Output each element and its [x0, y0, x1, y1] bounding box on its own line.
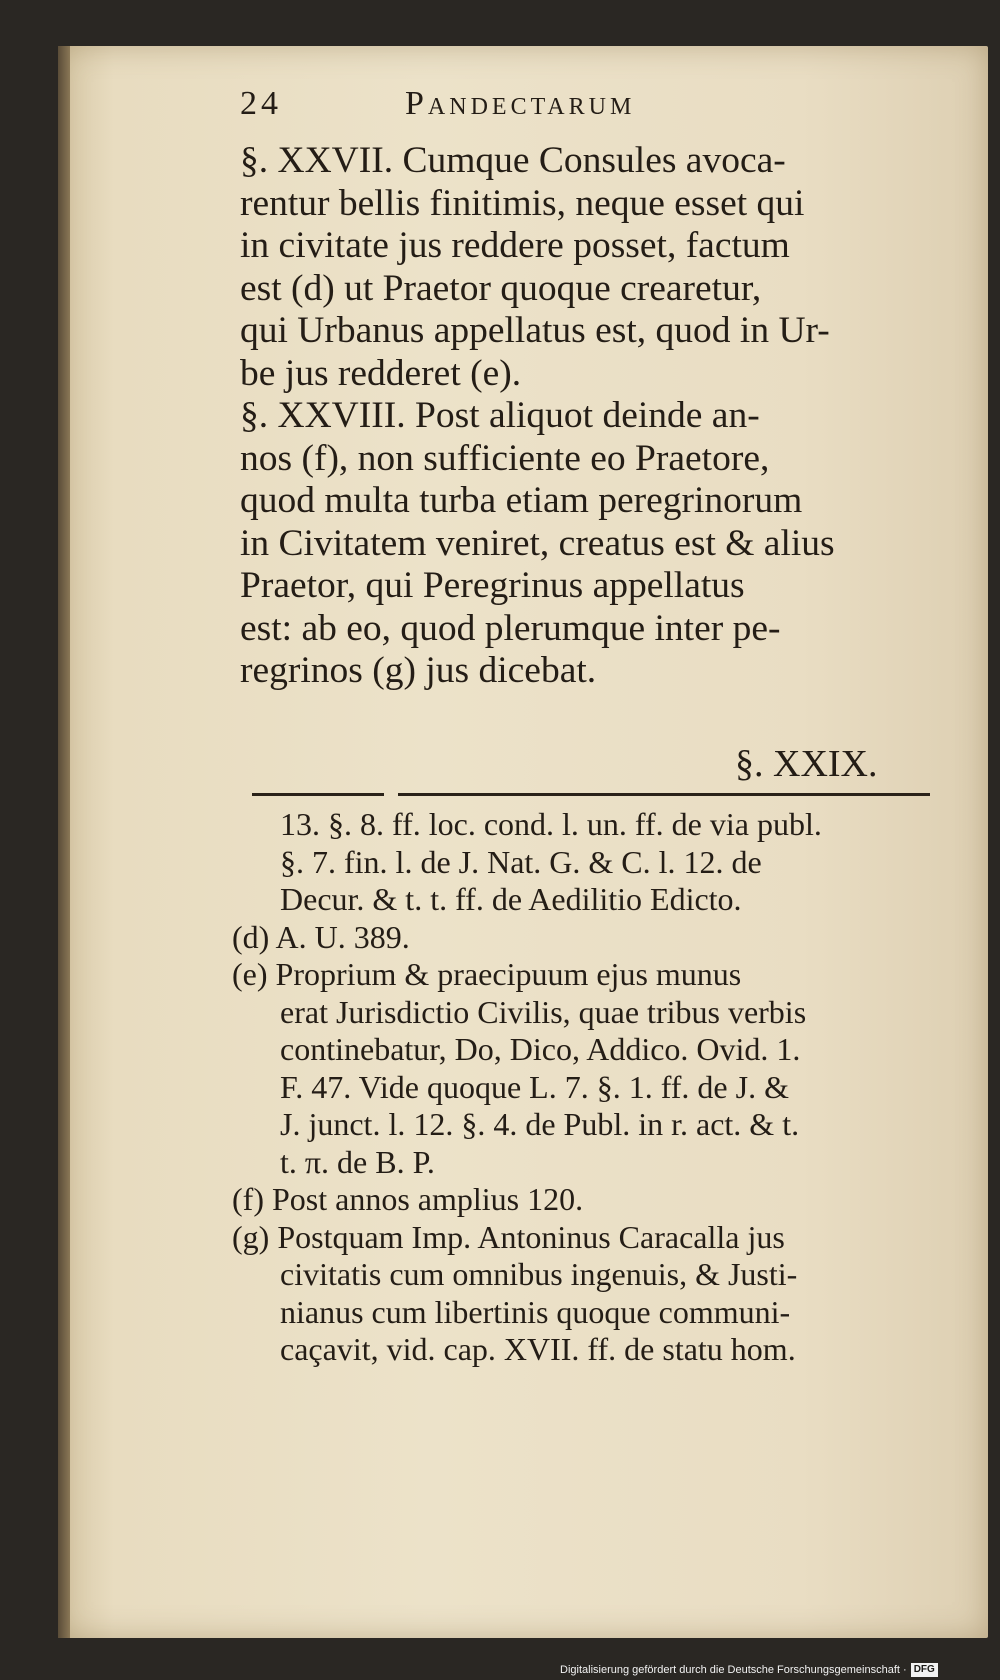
digitization-credit	[560, 1659, 1000, 1680]
footnotes	[232, 806, 932, 1369]
footnote-line: (g) Postquam Imp. Antoninus Caracalla jus	[232, 1218, 785, 1255]
footnote-line: Decur. & t. t. ff. de Aedilitio Edicto.	[280, 881, 742, 917]
text-line: quod multa turba etiam peregrinorum	[240, 480, 803, 521]
catchword: §. XXIX.	[735, 743, 878, 785]
running-title: Pandectarum	[405, 85, 636, 122]
footnote-line: t. π. de B. P.	[280, 1143, 435, 1180]
page-spine-edge	[58, 46, 70, 1638]
footnote-line: (e) Proprium & praecipuum ejus munus	[232, 956, 742, 992]
text-line: in civitate jus reddere posset, factum	[240, 225, 790, 266]
text-line: §. XXVIII. Post aliquot deinde an-	[240, 395, 760, 436]
text-line: qui Urbanus appellatus est, quod in Ur-	[240, 310, 830, 351]
footnote-line: 13. §. 8. ff. loc. cond. l. un. ff. de via publ.	[280, 806, 822, 842]
footnote-rule-short	[252, 793, 384, 796]
footnote-line: (d) A. U. 389.	[232, 918, 410, 955]
text-line: nos (f), non sufficiente eo Praetore,	[240, 437, 770, 479]
footnote-line: J. junct. l. 12. §. 4. de Publ. in r. act. & t.	[280, 1106, 800, 1142]
footnote-line: F. 47. Vide quoque L. 7. §. 1. ff. de J. &	[280, 1068, 789, 1105]
text-line: in Civitatem veniret, creatus est & alius	[240, 522, 835, 564]
footnote-line: nianus cum libertinis quoque communi-	[280, 1293, 791, 1330]
text-line: rentur bellis finitimis, neque esset qui	[240, 182, 805, 224]
dfg-logo-icon: DFG	[911, 1663, 938, 1677]
page-number: 24	[240, 85, 282, 122]
footnote-line: §. 7. fin. l. de J. Nat. G. & C. l. 12. de	[280, 843, 762, 880]
footnote-line: (f) Post annos amplius 120.	[232, 1181, 584, 1217]
text-line: §. XXVII. Cumque Consules avoca-	[240, 140, 786, 181]
footnote-rule-long	[398, 793, 930, 796]
text-line: regrinos (g) jus dicebat.	[240, 650, 597, 691]
text-line: est (d) ut Praetor quoque crearetur,	[240, 267, 762, 309]
text-line: Praetor, qui Peregrinus appellatus	[240, 565, 745, 606]
text-line: est: ab eo, quod plerumque inter pe-	[240, 607, 781, 649]
text-line: be jus redderet (e).	[240, 352, 522, 394]
credit-text: Digitalisierung gefördert durch die Deutsche Forschungsgemeinschaft ·	[560, 1663, 907, 1676]
footnote-line: erat Jurisdictio Civilis, quae tribus verbis	[280, 993, 807, 1030]
footnote-line: civitatis cum omnibus ingenuis, & Justi-	[280, 1256, 798, 1292]
page-header	[240, 85, 780, 133]
footnote-line: caçavit, vid. cap. XVII. ff. de statu hom.	[280, 1331, 796, 1367]
footnote-line: continebatur, Do, Dico, Addico. Ovid. 1.	[280, 1031, 801, 1067]
main-text	[240, 140, 935, 693]
